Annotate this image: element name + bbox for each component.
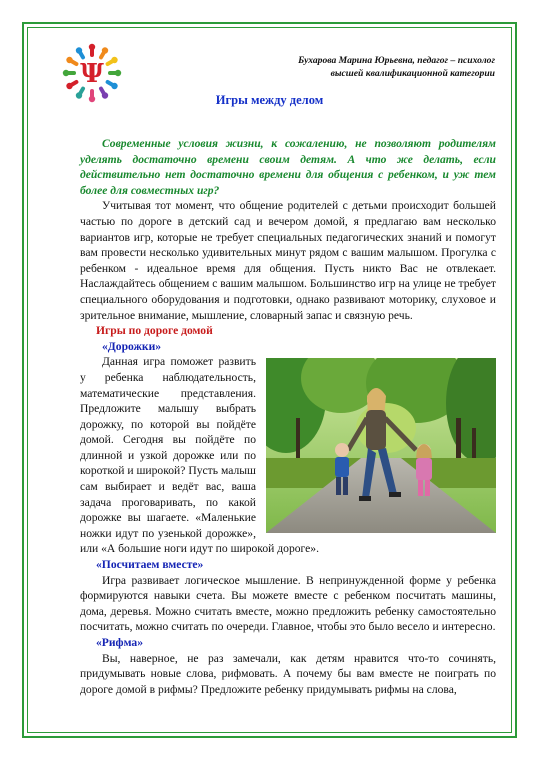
game-title-dorozhki: «Дорожки» [102,339,162,353]
game-rifma-text: Вы, наверное, не раз замечали, как детям нравится что-то сочинять, придумывать новые слова, рифмовать. А почему бы вам вместе не поиграть по дороге домой в рифмы? Предложите ребенку придумывать рифмы на слова, [80,651,496,696]
family-walk-photo [266,358,496,533]
section-heading: Игры по дороге домой [96,324,213,338]
intro-paragraph: Современные условия жизни, к сожалению, не позволяют родителям уделять достаточно времени своим детям. А что же делать, если действительно нет достаточно времени для общения с ребенком, и уж тем более для совместных игр? [80,137,496,197]
author-block [195,54,495,80]
logo-figure-body [108,82,115,86]
author-qualification: высшей квалификационной категории [330,68,495,79]
photo-frame [266,358,496,533]
logo-figure-body [70,82,77,86]
game-title-rifma: «Рифма» [96,636,143,649]
game-dorozhki-text: Данная игра поможет развить у ребенка наблюдательность, математические представления. Предложите малышу выбрать дорожку, по которой вы пойдёте домой. Сегодня вы пойдёте по длинной и узкой дорожке или по короткой и широкой? Пусть малыш сам выбирает и ведёт вас, ваша задача проговаривать, по какой дорожке вы шагаете. «Маленькие ножки идут по узенькой дорожке», или «А большие ноги идут по широкой дороге». [80,355,319,556]
logo-figure-body [79,51,83,58]
paragraph-1: Учитывая тот момент, что общение родителей с детьми происходит большей частью по дороге в детский сад и вечером домой, я предлагаю вам несколько вариантов игр, которые не требует специальных педагогических знаний и помогут вам провести несколько удивительных минут рядом с вашим малышом. Прогулка с ребенком - идеальное время для общения. Пусть никто Вас не отвлекает. Наслаждайтесь общением с вашим малышом. Большинство игр на улице не требует специального оборудования и подготовки, однако развивают моторику, слуховое и зрительное внимание, мышление, словарный запас и связную речь. [80,199,496,322]
logo-figure-body [108,60,115,64]
logo-figure-body [101,51,105,58]
logo-psi-symbol: Ψ [80,59,104,89]
game-title-posschitaem: «Посчитаем вместе» [96,558,204,572]
author-name: Бухарова Марина Юрьевна, педагог – психолог [298,55,495,66]
page-title: Игры между делом [215,93,324,107]
logo-figure-body [70,60,77,64]
game-posschitaem-text: Игра развивает логическое мышление. В непринужденной форме у ребенка формируются навыки счета. Вы можете вместе с ребенком посчитать машины, дома, деревья. Можно считать вместе, можно предложить ребенку самостоятельно посчитать, можно считать по очереди. Главное, чтобы это было весело и интересно. [80,573,496,634]
article-body [80,136,496,697]
